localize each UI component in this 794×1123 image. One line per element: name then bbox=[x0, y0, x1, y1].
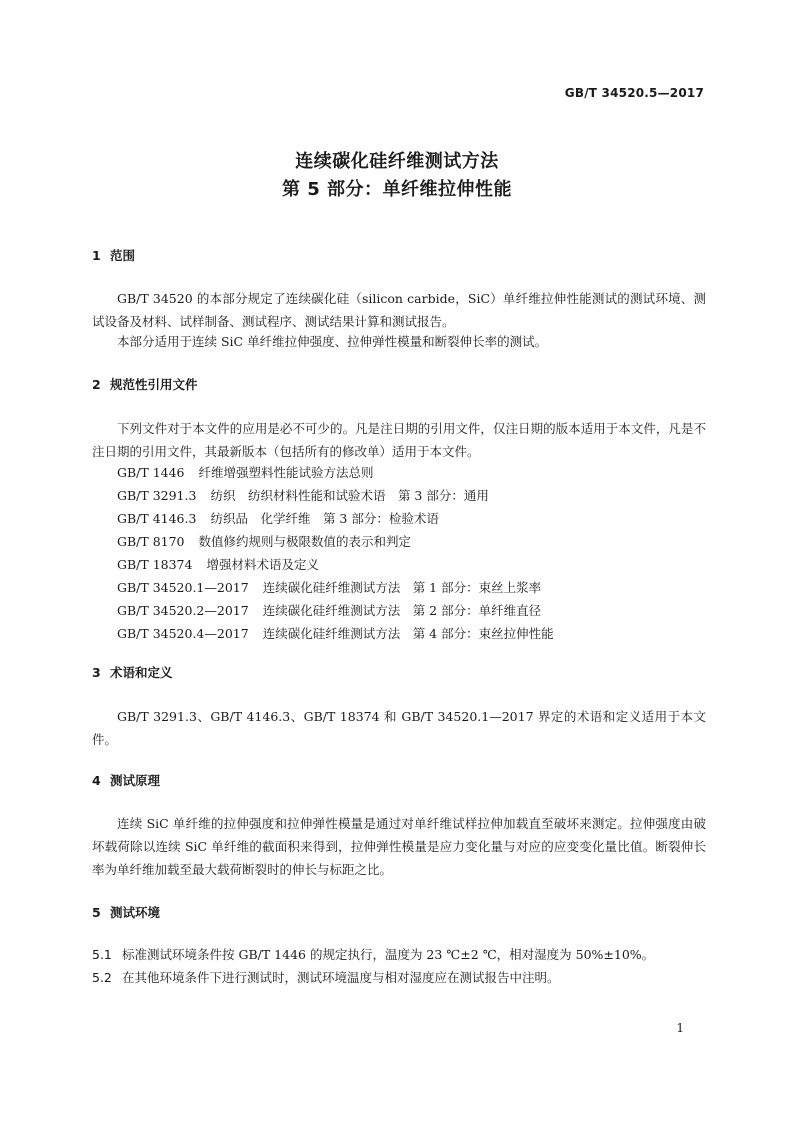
reference-item bbox=[117, 622, 707, 645]
reference-code: GB/T 34520.2—2017 bbox=[117, 603, 249, 618]
section-heading-environment bbox=[92, 904, 160, 922]
section-number: 1 bbox=[92, 248, 101, 263]
reference-title: 纤维增强塑料性能试验方法总则 bbox=[198, 465, 374, 480]
section-heading-principle bbox=[92, 772, 160, 790]
reference-item bbox=[117, 553, 707, 576]
scope-paragraph-1: GB/T 34520 的本部分规定了连续碳化硅（silicon carbide，SiC）单纤维拉伸性能测试的测试环境、测试设备及材料、试样制备、测试程序、测试结果计算和测试报告。 bbox=[92, 291, 706, 329]
terms-paragraph: GB/T 3291.3、GB/T 4146.3、GB/T 18374 和 GB/T 34520.1—2017 界定的术语和定义适用于本文件。 bbox=[92, 709, 706, 747]
reference-code: GB/T 34520.4—2017 bbox=[117, 626, 249, 641]
reference-title: 连续碳化硅纤维测试方法 第 4 部分：束丝拉伸性能 bbox=[262, 626, 554, 641]
section-title: 测试环境 bbox=[110, 905, 161, 920]
clause-5-2 bbox=[92, 966, 712, 989]
reference-title: 数值修约规则与极限数值的表示和判定 bbox=[198, 534, 412, 549]
clause-text: 标准测试环境条件按 GB/T 1446 的规定执行，温度为 23 ℃±2 ℃，相对湿度为 50%±10%。 bbox=[122, 947, 655, 962]
reference-item bbox=[117, 530, 707, 553]
reference-item bbox=[117, 461, 707, 484]
reference-code: GB/T 1446 bbox=[117, 465, 185, 480]
scope-paragraph-2: 本部分适用于连续 SiC 单纤维拉伸强度、拉伸弹性模量和断裂伸长率的测试。 bbox=[117, 334, 548, 349]
normative-refs-intro: 下列文件对于本文件的应用是必不可少的。凡是注日期的引用文件，仅注日期的版本适用于本文件，凡是不注日期的引用文件，其最新版本（包括所有的修改单）适用于本文件。 bbox=[92, 421, 706, 459]
section-title: 术语和定义 bbox=[110, 665, 173, 680]
section-heading-terms bbox=[92, 664, 173, 682]
reference-title: 纺织品 化学纤维 第 3 部分：检验术语 bbox=[210, 511, 439, 526]
section-number: 4 bbox=[92, 773, 101, 788]
reference-title: 连续碳化硅纤维测试方法 第 2 部分：单纤维直径 bbox=[262, 603, 542, 618]
standard-number: GB/T 34520.5—2017 bbox=[564, 86, 704, 100]
clause-5-1 bbox=[92, 943, 712, 966]
section-heading-scope bbox=[92, 247, 135, 265]
reference-item bbox=[117, 484, 707, 507]
principle-paragraph: 连续 SiC 单纤维的拉伸强度和拉伸弹性模量是通过对单纤维试样拉伸加载直至破坏来测定。拉伸强度由破坏载荷除以连续 SiC 单纤维的截面积来得到，拉伸弹性模量是应力变化量与对应的应变变化量比值。断裂伸长率为单纤维加载至最大载荷断裂时的伸长与标距之比。 bbox=[92, 816, 706, 877]
title-line-1: 连续碳化硅纤维测试方法 bbox=[295, 151, 499, 172]
section-title: 规范性引用文件 bbox=[110, 377, 198, 392]
clause-number: 5.2 bbox=[92, 970, 112, 985]
reference-code: GB/T 34520.1—2017 bbox=[117, 580, 249, 595]
section-heading-normative-refs bbox=[92, 376, 198, 394]
reference-code: GB/T 8170 bbox=[117, 534, 185, 549]
reference-code: GB/T 18374 bbox=[117, 557, 193, 572]
reference-list bbox=[117, 461, 707, 645]
reference-item bbox=[117, 507, 707, 530]
clause-number: 5.1 bbox=[92, 947, 112, 962]
document-title bbox=[0, 148, 794, 204]
section-number: 2 bbox=[92, 377, 101, 392]
reference-code: GB/T 4146.3 bbox=[117, 511, 197, 526]
section-title: 范围 bbox=[110, 248, 136, 263]
section-title: 测试原理 bbox=[110, 773, 161, 788]
title-line-2: 第 5 部分：单纤维拉伸性能 bbox=[281, 179, 513, 200]
reference-title: 连续碳化硅纤维测试方法 第 1 部分：束丝上浆率 bbox=[262, 580, 542, 595]
reference-code: GB/T 3291.3 bbox=[117, 488, 197, 503]
section-number: 5 bbox=[92, 905, 101, 920]
reference-title: 纺织 纺织材料性能和试验术语 第 3 部分：通用 bbox=[210, 488, 489, 503]
reference-item bbox=[117, 576, 707, 599]
reference-item bbox=[117, 599, 707, 622]
reference-title: 增强材料术语及定义 bbox=[206, 557, 319, 572]
section-number: 3 bbox=[92, 665, 101, 680]
page-number: 1 bbox=[676, 1021, 684, 1035]
clause-text: 在其他环境条件下进行测试时，测试环境温度与相对湿度应在测试报告中注明。 bbox=[122, 970, 560, 985]
